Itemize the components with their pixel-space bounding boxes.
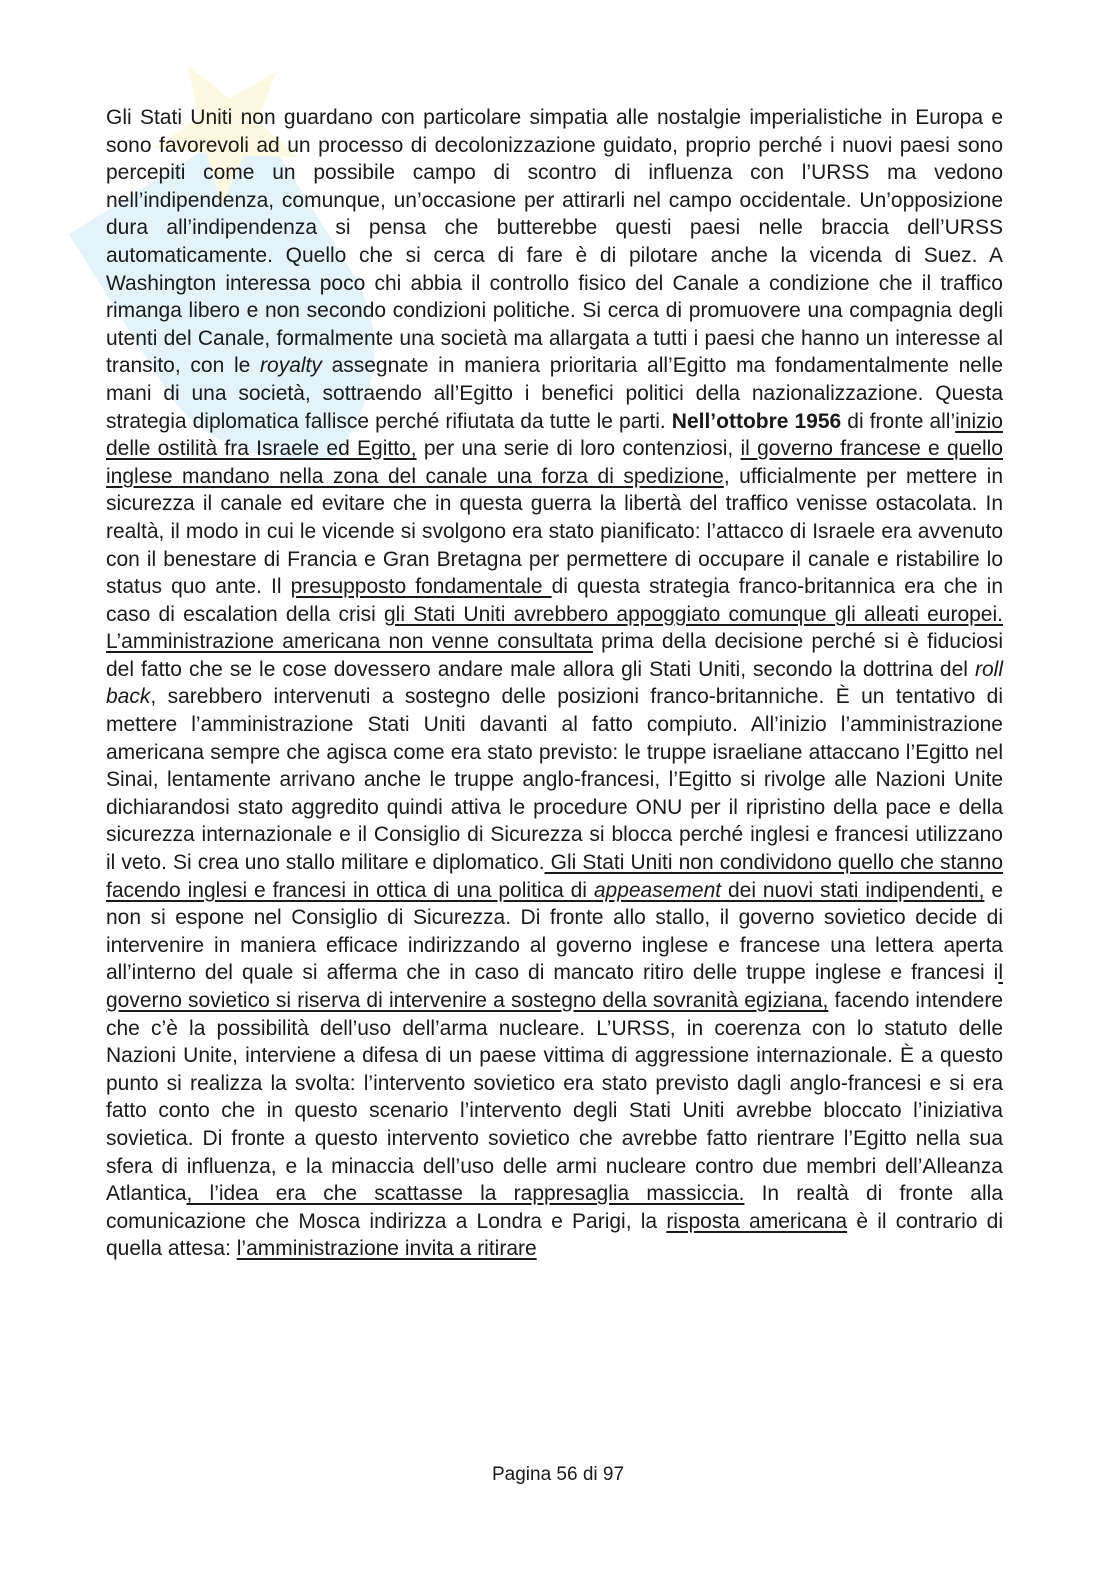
text-run: l governo sovietico si riserva di intervenire a sostegno della sovranità egiziana, bbox=[106, 961, 1003, 1012]
text-run: roll back bbox=[106, 657, 1003, 709]
text-run: , sarebbero intervenuti a sostegno delle posizioni franco-britanniche. È un tentativo di mettere l’amministrazione Stati Uniti davanti al fatto compiuto. All’inizio l’amministrazione americana sempre che agisca come era stato previsto: le truppe israeliane attaccano l’Egitto nel Sinai, lentamente arrivano anche le truppe anglo-francesi, l’Egitto si rivolge alle Nazioni Unite dichiarandosi stato aggredito quindi attiva le procedure ONU per il ripristino della pace e della sicurezza internazionale e il Consiglio di Sicurezza si blocca perché inglesi e francesi utilizzano il veto. Si crea uno stallo militare e diplomatico. bbox=[106, 685, 1003, 875]
text-run: e non si espone nel Consiglio di Sicurezza. Di fronte allo stallo, il governo sovietico decide di intervenire in maniera efficace indirizzando al governo inglese e francese una lettera aperta all’interno del quale si afferma che in caso di mancato ritiro delle truppe inglese e francesi i bbox=[106, 878, 1004, 985]
text-run: Nell’ottobre 1956 bbox=[671, 409, 842, 433]
text-run: , ufficialmente per mettere in sicurezza il canale ed evitare che in questa guerra la libertà del traffico venisse ostacolata. In realtà, il modo in cui le vicende si svolgono era stato pianificato: l’attacco di Israele era avvenuto con il benestare di Francia e Gran Bretagna per permettere di occupare il canale e ristabilire lo status quo ante. Il bbox=[106, 464, 1003, 599]
text-run: l’amministrazione invita a ritirare bbox=[236, 1237, 537, 1261]
text-run: il governo francese e quello inglese mandano nella zona del canale una forza di spedizione bbox=[106, 437, 1003, 488]
text-run: facendo intendere che c’è la possibilità dell’uso dell’arma nucleare. L’URSS, in coerenza con lo statuto delle Nazioni Unite, interviene a difesa di un paese vittima di aggressione internazionale. È a questo punto si realizza la svolta: l’intervento sovietico era stato previsto dagli anglo-francesi e si era fatto conto che in questo scenario l’intervento degli Stati Uniti avrebbe bloccato l’iniziativa sovietica. Di fronte a questo intervento sovietico che avrebbe fatto rientrare l’Egitto nella sua sfera di influenza, e la minaccia dell’uso delle armi nucleare contro due membri dell’Alleanza Atlantica bbox=[106, 989, 1004, 1206]
text-run: , l’idea era che scattasse la rappresaglia massiccia. bbox=[186, 1182, 745, 1206]
text-run: di fronte all’ bbox=[841, 409, 956, 433]
text-run: appeasement bbox=[593, 878, 722, 902]
text-run: royalty bbox=[260, 354, 322, 378]
text-run: Gli Stati Uniti non condividono quello che stanno facendo inglesi e francesi in ottica di una politica di bbox=[106, 851, 1004, 902]
text-run: Gli Stati Uniti non guardano con particolare simpatia alle nostalgie imperialistiche in Europa e sono favorevoli ad un processo di decolonizzazione guidato, proprio perché i nuovi paesi sono percepiti come un possibile campo di scontro di influenza con l’URSS ma vedono nell’indipendenza, comunque, un’occasione per attirarli nel campo occidentale. Un’opposizione dura all’indipendenza si pensa che butterebbe questi paesi nelle braccia dell’URSS automaticamente. Quello che si cerca di fare è di pilotare anche la vicenda di Suez. A Washington interessa poco chi abbia il controllo fisico del Canale a condizione che il traffico rimanga libero e non secondo condizioni politiche. Si cerca di promuovere una compagnia degli utenti del Canale, formalmente una società ma allargata a tutti i paesi che hanno un interesse al transito, con le bbox=[106, 106, 1003, 378]
text-run: inizio delle ostilità fra Israele ed Egitto, bbox=[106, 409, 1003, 461]
text-run: assegnate in maniera prioritaria all’Egitto ma fondamentalmente nelle mani di una società, sottraendo all’Egitto i benefici politici della nazionalizzazione. Questa strategia diplomatica fallisce perché rifiutata da tutte le parti. bbox=[106, 354, 1003, 433]
text-run: dei nuovi stati indipendenti, bbox=[721, 878, 985, 902]
text-run: presupposto fondamentale bbox=[290, 575, 552, 599]
paragraph-text bbox=[106, 104, 1003, 1263]
text-run: In realtà di fronte alla comunicazione che Mosca indirizza a Londra e Parigi, la bbox=[106, 1182, 1003, 1233]
body-paragraph bbox=[106, 104, 1003, 1263]
text-run: gli Stati Uniti avrebbero appoggiato comunque gli alleati europei. L’amministrazione americana non venne consultata bbox=[106, 602, 1003, 654]
text-run: risposta americana bbox=[666, 1209, 848, 1233]
text-run: per una serie di loro contenziosi, bbox=[416, 437, 741, 461]
text-run: di questa strategia franco-britannica era che in caso di escalation della crisi bbox=[106, 575, 1004, 626]
text-run: prima della decisione perché si è fiduciosi del fatto che se le cose dovessero andare male allora gli Stati Uniti, secondo la dottrina del bbox=[106, 630, 1003, 681]
text-run: è il contrario di quella attesa: bbox=[106, 1209, 1003, 1261]
page-number: Pagina 56 di 97 bbox=[491, 1464, 625, 1485]
